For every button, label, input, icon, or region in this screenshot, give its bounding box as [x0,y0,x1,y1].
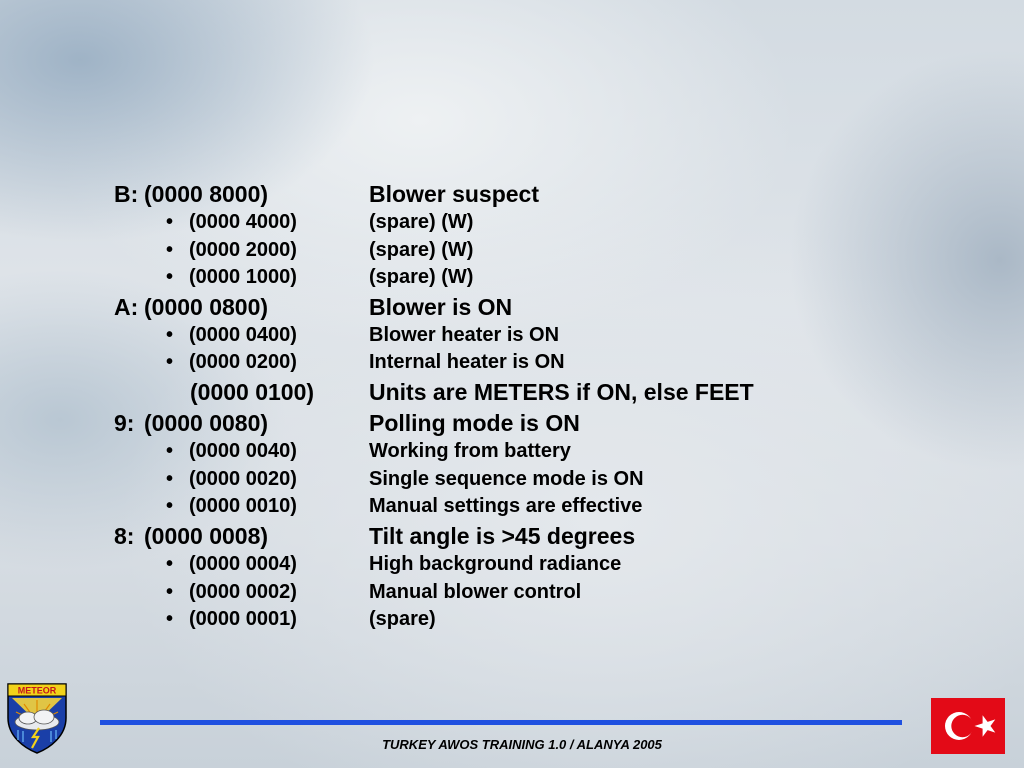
section-letter: 9: [114,410,135,436]
item-code: (0000 2000) [189,239,297,261]
section-code: (0000 0800) [144,294,269,320]
item-desc: Working from battery [369,440,571,462]
item-code: (0000 0400) [189,324,297,346]
item-code: (0000 0004) [189,553,297,575]
item-code: (0000 0002) [189,581,297,603]
item-code: (0000 0100) [190,379,315,405]
bullet: • [166,468,174,490]
section-code: (0000 0008) [144,523,269,549]
item-desc: (spare) [369,608,436,630]
item-desc: (spare) (W) [369,211,474,233]
section-desc: Blower suspect [369,181,539,207]
section-letter: B: [114,181,139,207]
item-desc: High background radiance [369,553,622,575]
bullet: • [166,211,174,233]
section-code: (0000 8000) [144,181,269,207]
bullet: • [166,608,174,630]
bullet: • [166,266,174,288]
item-desc: Units are METERS if ON, else FEET [369,379,754,405]
item-desc: Internal heater is ON [369,351,565,373]
section-letter: A: [114,294,139,320]
bullet: • [166,440,174,462]
item-code: (0000 4000) [189,211,297,233]
bullet: • [166,581,174,603]
bullet: • [166,239,174,261]
footer-divider [100,720,902,725]
bullet: • [166,495,174,517]
footer-text: TURKEY AWOS TRAINING 1.0 / ALANYA 2005 [382,737,662,752]
bullet: • [166,553,174,575]
turkey-flag-icon [931,698,1005,754]
item-code: (0000 1000) [189,266,297,288]
item-desc: (spare) (W) [369,239,474,261]
item-desc: Manual settings are effective [369,495,643,517]
item-code: (0000 0010) [189,495,297,517]
item-desc: Single sequence mode is ON [369,468,644,490]
item-desc: (spare) (W) [369,266,474,288]
bullet: • [166,351,174,373]
bullet: • [166,324,174,346]
item-code: (0000 0040) [189,440,297,462]
logo-text: METEOR [17,685,57,696]
section-letter: 8: [114,523,135,549]
item-code: (0000 0020) [189,468,297,490]
item-desc: Blower heater is ON [369,324,560,346]
section-desc: Tilt angle is >45 degrees [369,523,636,549]
item-code: (0000 0200) [189,351,297,373]
section-code: (0000 0080) [144,410,269,436]
item-desc: Manual blower control [369,581,582,603]
item-code: (0000 0001) [189,608,297,630]
section-desc: Polling mode is ON [369,410,580,436]
section-desc: Blower is ON [369,294,513,320]
